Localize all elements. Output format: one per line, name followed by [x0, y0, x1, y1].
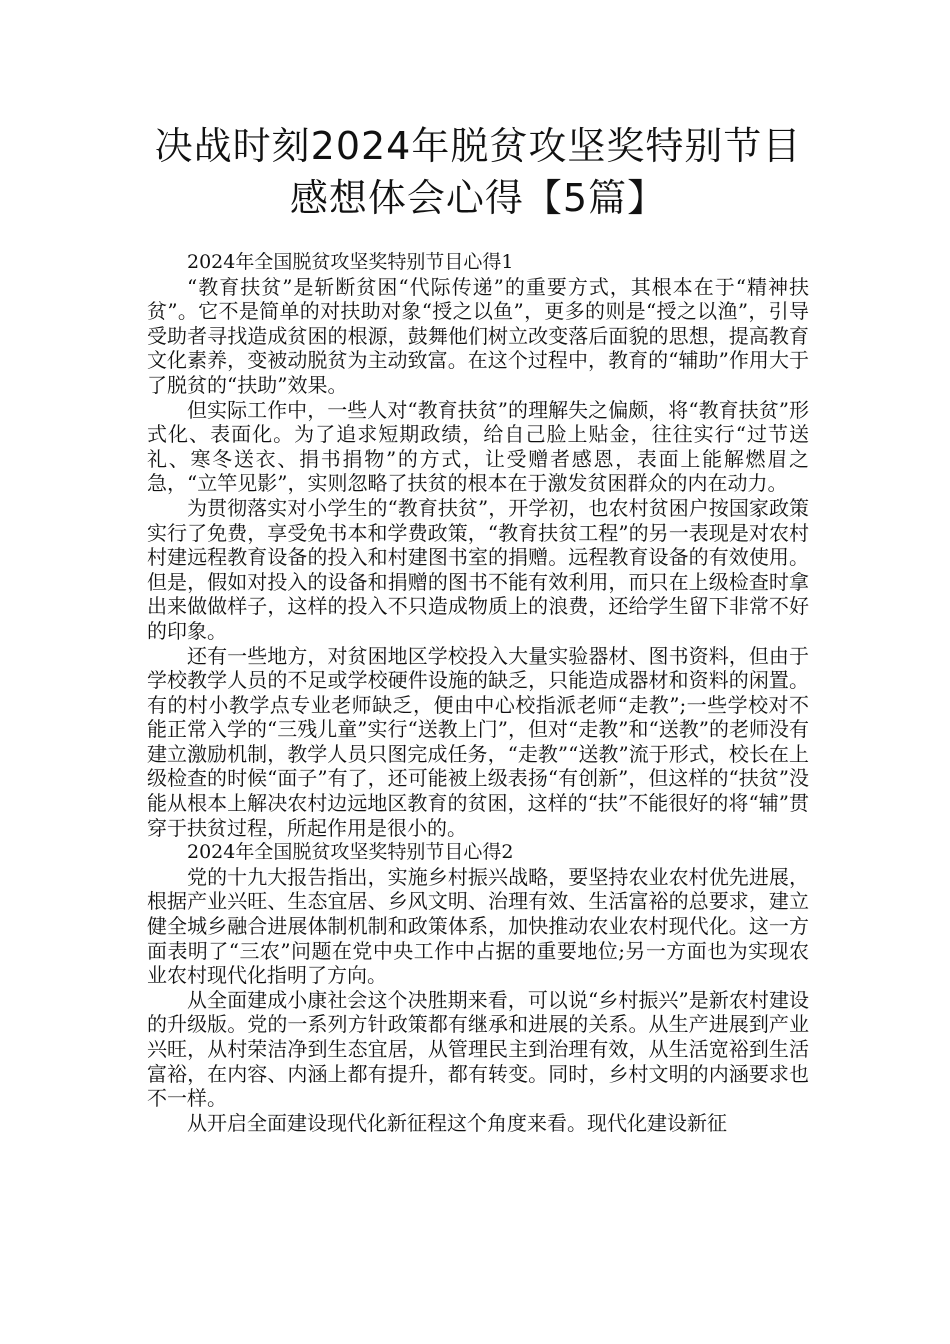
paragraph: 从开启全面建设现代化新征程这个角度来看。现代化建设新征	[187, 1110, 727, 1135]
section-1	[147, 250, 809, 840]
title-line-2: 感想体会心得【5篇】	[289, 176, 667, 220]
paragraph: 为贯彻落实对小学生的“教育扶贫”，开学初，也农村贫困户按国家政策实行了免费，享受免书本和学费政策，“教育扶贫工程”的另一表现是对农村村建远程教育设备的投入和村建图书室的捐赠。远程教育设备的有效使用。但是，假如对投入的设备和捐赠的图书不能有效利用，而只在上级检查时拿出来做做样子，这样的投入不只造成物质上的浪费，还给学生留下非常不好的印象。	[147, 495, 809, 643]
paragraph: 从全面建成小康社会这个决胜期来看，可以说“乡村振兴”是新农村建设的升级版。党的一系列方针政策都有继承和进展的关系。从生产进展到产业兴旺，从村荣洁净到生态宜居，从管理民主到治理有效，从生活宽裕到生活富裕，在内容、内涵上都有提升，都有转变。同时，乡村文明的内涵要求也不一样。	[147, 987, 809, 1111]
paragraph: 还有一些地方，对贫困地区学校投入大量实验器材、图书资料，但由于学校教学人员的不足或学校硬件设施的缺乏，只能造成器材和资料的闲置。有的村小教学点专业老师缺乏，便由中心校指派老师“走教”;一些学校对不能正常入学的“三残儿童”实行“送教上门”，但对“走教”和“送教”的老师没有建立激励机制，教学人员只图完成任务，“走教”“送教”流于形式，校长在上级检查的时候“面子”有了，还可能被上级表扬“有创新”，但这样的“扶贫”没能从根本上解决农村边远地区教育的贫困，这样的“扶”不能很好的将“辅”贯穿于扶贫过程，所起作用是很小的。	[147, 643, 809, 840]
paragraph: 党的十九大报告指出，实施乡村振兴战略，要坚持农业农村优先进展，根据产业兴旺、生态宜居、乡风文明、治理有效、生活富裕的总要求，建立健全城乡融合进展体制机制和政策体系，加快推动农业农村现代化。这一方面表明了“三农”问题在党中央工作中占据的重要地位;另一方面也为实现农业农村现代化指明了方向。	[147, 864, 809, 988]
document-title	[147, 120, 809, 224]
document-page	[147, 120, 809, 1135]
section-heading: 2024年全国脱贫攻坚奖特别节目心得1	[187, 251, 514, 273]
paragraph: “教育扶贫”是斩断贫困“代际传递”的重要方式，其根本在于“精神扶贫”。它不是简单的对扶助对象“授之以鱼”，更多的则是“授之以渔”，引导受助者寻找造成贫困的根源，鼓舞他们树立改变落后面貌的思想，提高教育文化素养，变被动脱贫为主动致富。在这个过程中，教育的“辅助”作用大于了脱贫的“扶助”效果。	[147, 274, 809, 397]
paragraph: 但实际工作中，一些人对“教育扶贫”的理解失之偏颇，将“教育扶贫”形式化、表面化。为了追求短期政绩，给自己脸上贴金，往往实行“过节送礼、寒冬送衣、捐书捐物”的方式，让受赠者感恩，表面上能解燃眉之急，“立竿见影”，实则忽略了扶贫的根本在于激发贫困群众的内在动力。	[147, 397, 809, 496]
document-body	[147, 250, 809, 1135]
section-2	[147, 840, 809, 1135]
title-line-1: 决战时刻2024年脱贫攻坚奖特别节目	[154, 124, 802, 168]
section-heading: 2024年全国脱贫攻坚奖特别节目心得2	[187, 841, 514, 864]
